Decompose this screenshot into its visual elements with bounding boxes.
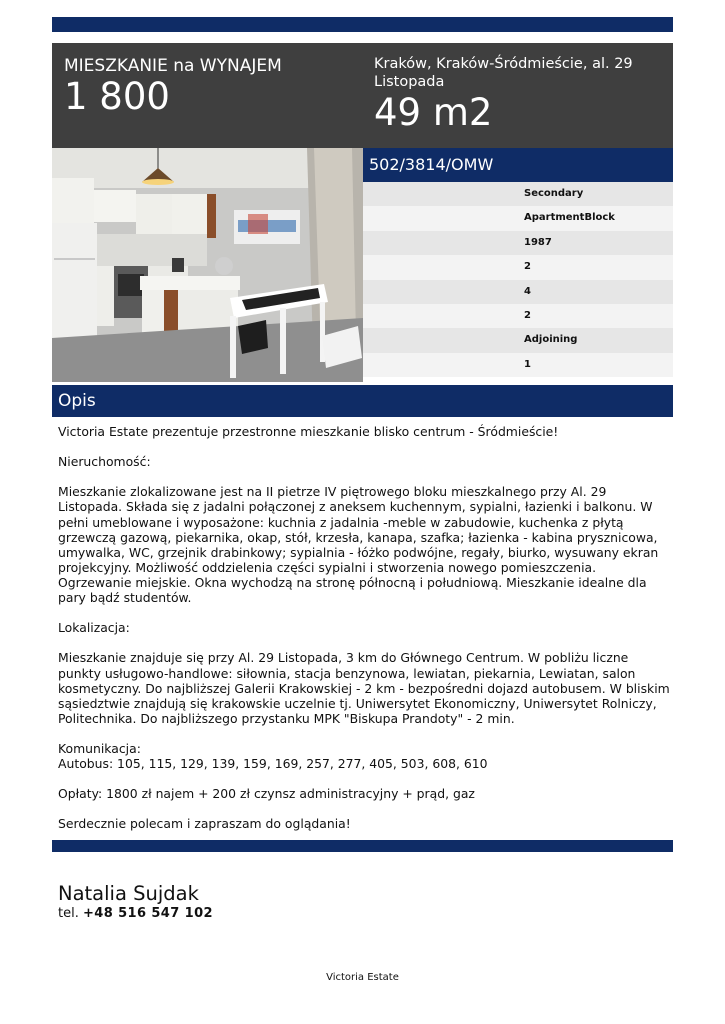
address: Kraków, Kraków-Śródmieście, al. 29 Listopada [374,56,633,90]
paragraph-gap [58,771,670,786]
bottom-accent-bar [52,840,673,852]
description-paragraph: Mieszkanie znajduje się przy Al. 29 Listopada, 3 km do Głównego Centrum. W pobliżu liczne punkty usługowo-handlowe: siłownia, stacja benzynowa, lewiatan, piekarnia, Lewiatan, salon kosmetyczny. Do najbliższej Galerii Krakowskiej - 2 km - bezpośredni dojazd autobusem. W bliskim sąsiedztwie znajdują się krakowskie uczelnie tj. Uniwersytet Ekonomiczny, Uniwersytet Rolniczy, Politechnika. Do najbliższego przystanku MPK "Biskupa Prandoty" - 2 min. [58,650,670,726]
param-value: 2 [524,261,531,273]
param-row [363,353,673,377]
param-row [363,231,673,255]
param-value: 4 [524,285,531,297]
header-left [64,56,282,118]
paragraph-gap [58,801,670,816]
reference-bar [363,148,673,182]
description-paragraph: Autobus: 105, 115, 129, 139, 159, 169, 257, 277, 405, 503, 608, 610 [58,756,488,772]
param-row [363,182,673,206]
agent-contact [58,883,213,922]
description-paragraph: Opłaty: 1800 zł najem + 200 zł czynsz administracyjny + prąd, gaz [58,786,475,802]
paragraph-gap [58,469,670,484]
listing-reference: 502/3814/OMW [369,155,494,174]
agent-phone[interactable]: +48 516 547 102 [82,906,213,921]
param-value: ApartmentBlock [524,212,615,224]
paragraph-gap [58,439,670,454]
description-paragraph: Lokalizacja: [58,620,130,636]
agent-phone-line [58,905,213,922]
param-row [363,328,673,352]
param-row [363,280,673,304]
description-body [58,424,670,832]
param-value: 1 [524,358,531,370]
property-photo [52,148,363,382]
param-row [363,304,673,328]
param-value: Secondary [524,188,584,199]
param-value: 1987 [524,236,552,248]
top-accent-bar [52,17,673,32]
paragraph-gap [58,726,670,741]
price: 1 800 [64,75,170,118]
param-row [363,255,673,279]
description-paragraph: Serdecznie polecam i zapraszam do oglądania! [58,816,351,832]
area: 49 m2 [374,91,493,134]
paragraph-gap [58,635,670,650]
header-right [374,55,664,134]
footer-company: Victoria Estate [326,972,399,983]
offer-type: MIESZKANIE na WYNAJEM [64,56,282,76]
description-paragraph: Nieruchomość: [58,454,151,470]
description-header [52,385,673,417]
agent-name: Natalia Sujdak [58,882,199,905]
description-paragraph: Komunikacja: [58,740,141,756]
params-table [363,182,673,377]
description-paragraph: Victoria Estate prezentuje przestronne mieszkanie blisko centrum - Śródmieście! [58,424,559,439]
paragraph-gap [58,605,670,620]
description-title: Opis [58,391,96,411]
param-value: Adjoining [524,334,578,346]
param-value: 2 [524,309,531,321]
param-row [363,206,673,230]
phone-prefix: tel. [58,906,79,921]
description-paragraph: Mieszkanie zlokalizowane jest na II pietrze IV piętrowego bloku mieszkalnego przy Al. 29 Listopada. Składa się z jadalni połączonej z aneksem kuchennym, sypialni, łazienki i balkonu. W pełni umeblowane i wyposażone: kuchnia z jadalnia -meble w zabudowie, kuchenka z płytą grzewczą gazową, piekarnika, okap, stół, krzesła, kanapa, szafka; łazienka - kabina prysznicowa, umywalka, WC, grzejnik drabinkowy; sypialnia - łóżko podwójne, regały, biurko, wysuwany ekran projekcyjny. Możliwość oddzielenia części sypialni i stworzenia nowego pomieszczenia. Ogrzewanie miejskie. Okna wychodzą na stronę północną i południową. Mieszkanie idealne dla pary bądź studentów. [58,484,659,606]
listing-header [52,43,673,148]
